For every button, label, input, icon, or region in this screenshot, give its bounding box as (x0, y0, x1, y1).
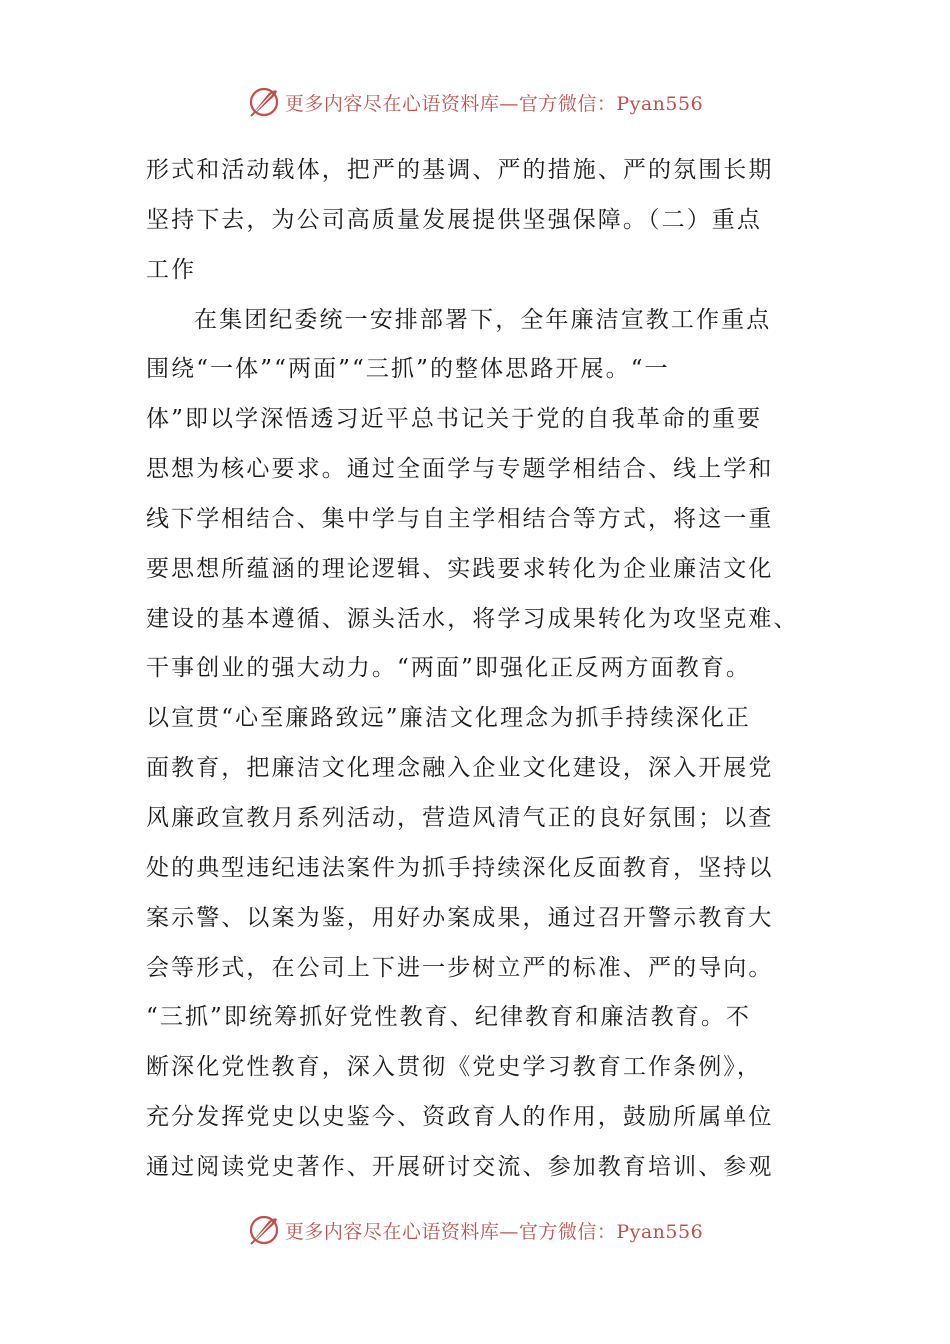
body-line: 形式和活动载体，把严的基调、严的措施、严的氛围长期 (146, 157, 774, 183)
quill-pen-logo-icon (247, 1213, 281, 1247)
watermark-banner-top (0, 82, 950, 122)
body-line: 要思想所蕴涵的理论逻辑、实践要求转化为企业廉洁文化 (146, 555, 774, 582)
body-line: 充分发挥党史以史鉴今、资政育人的作用，鼓励所属单位 (146, 1104, 774, 1131)
body-line: 以宣贯“心至廉路致远”廉洁文化理念为抓手持续深化正 (146, 705, 752, 732)
body-line: “三抓”即统筹抓好党性教育、纪律教育和廉洁教育。不 (146, 1004, 752, 1031)
body-line: 会等形式，在公司上下进一步树立严的标准、严的导向。 (146, 954, 774, 981)
body-line: 断深化党性教育，深入贯彻《党史学习教育工作条例》， (146, 1054, 762, 1081)
quill-pen-logo-icon (247, 85, 281, 119)
body-line: 处的典型违纪违法案件为抓手持续深化反面教育，坚持以 (146, 854, 774, 881)
body-line: 坚持下去，为公司高质量发展提供坚强保障。（二）重点 (146, 206, 762, 233)
body-line: 通过阅读党史著作、开展研讨交流、参加教育培训、参观 (146, 1153, 774, 1180)
watermark-banner-bottom (0, 1210, 950, 1250)
body-line: 线下学相结合、集中学与自主学相结合等方式，将这一重 (146, 505, 774, 532)
body-line: 建设的基本遵循、源头活水，将学习成果转化为攻坚克难、 (146, 605, 799, 632)
body-line: 案示警、以案为鉴，用好办案成果，通过召开警示教育大 (146, 904, 774, 931)
watermark-text-top: 更多内容尽在心语资料库—官方微信：Pyan556 (284, 92, 704, 115)
body-line: 体”即以学深悟透习近平总书记关于党的自我革命的重要 (146, 406, 763, 433)
watermark-text-bottom: 更多内容尽在心语资料库—官方微信：Pyan556 (284, 1220, 704, 1243)
body-line: 风廉政宣教月系列活动，营造风清气正的良好氛围；以查 (146, 804, 774, 831)
body-line: 面教育，把廉洁文化理念融入企业文化建设，深入开展党 (146, 755, 774, 782)
body-line: 工作 (146, 256, 197, 283)
body-line: 在集团纪委统一安排部署下，全年廉洁宣教工作重点 (194, 306, 772, 333)
document-body (146, 146, 806, 1193)
body-line: 围绕“一体”“两面”“三抓”的整体思路开展。“一 (146, 356, 670, 383)
body-line: 思想为核心要求。通过全面学与专题学相结合、线上学和 (146, 456, 774, 483)
body-line: 干事创业的强大动力。“两面”即强化正反两方面教育。 (146, 655, 752, 682)
